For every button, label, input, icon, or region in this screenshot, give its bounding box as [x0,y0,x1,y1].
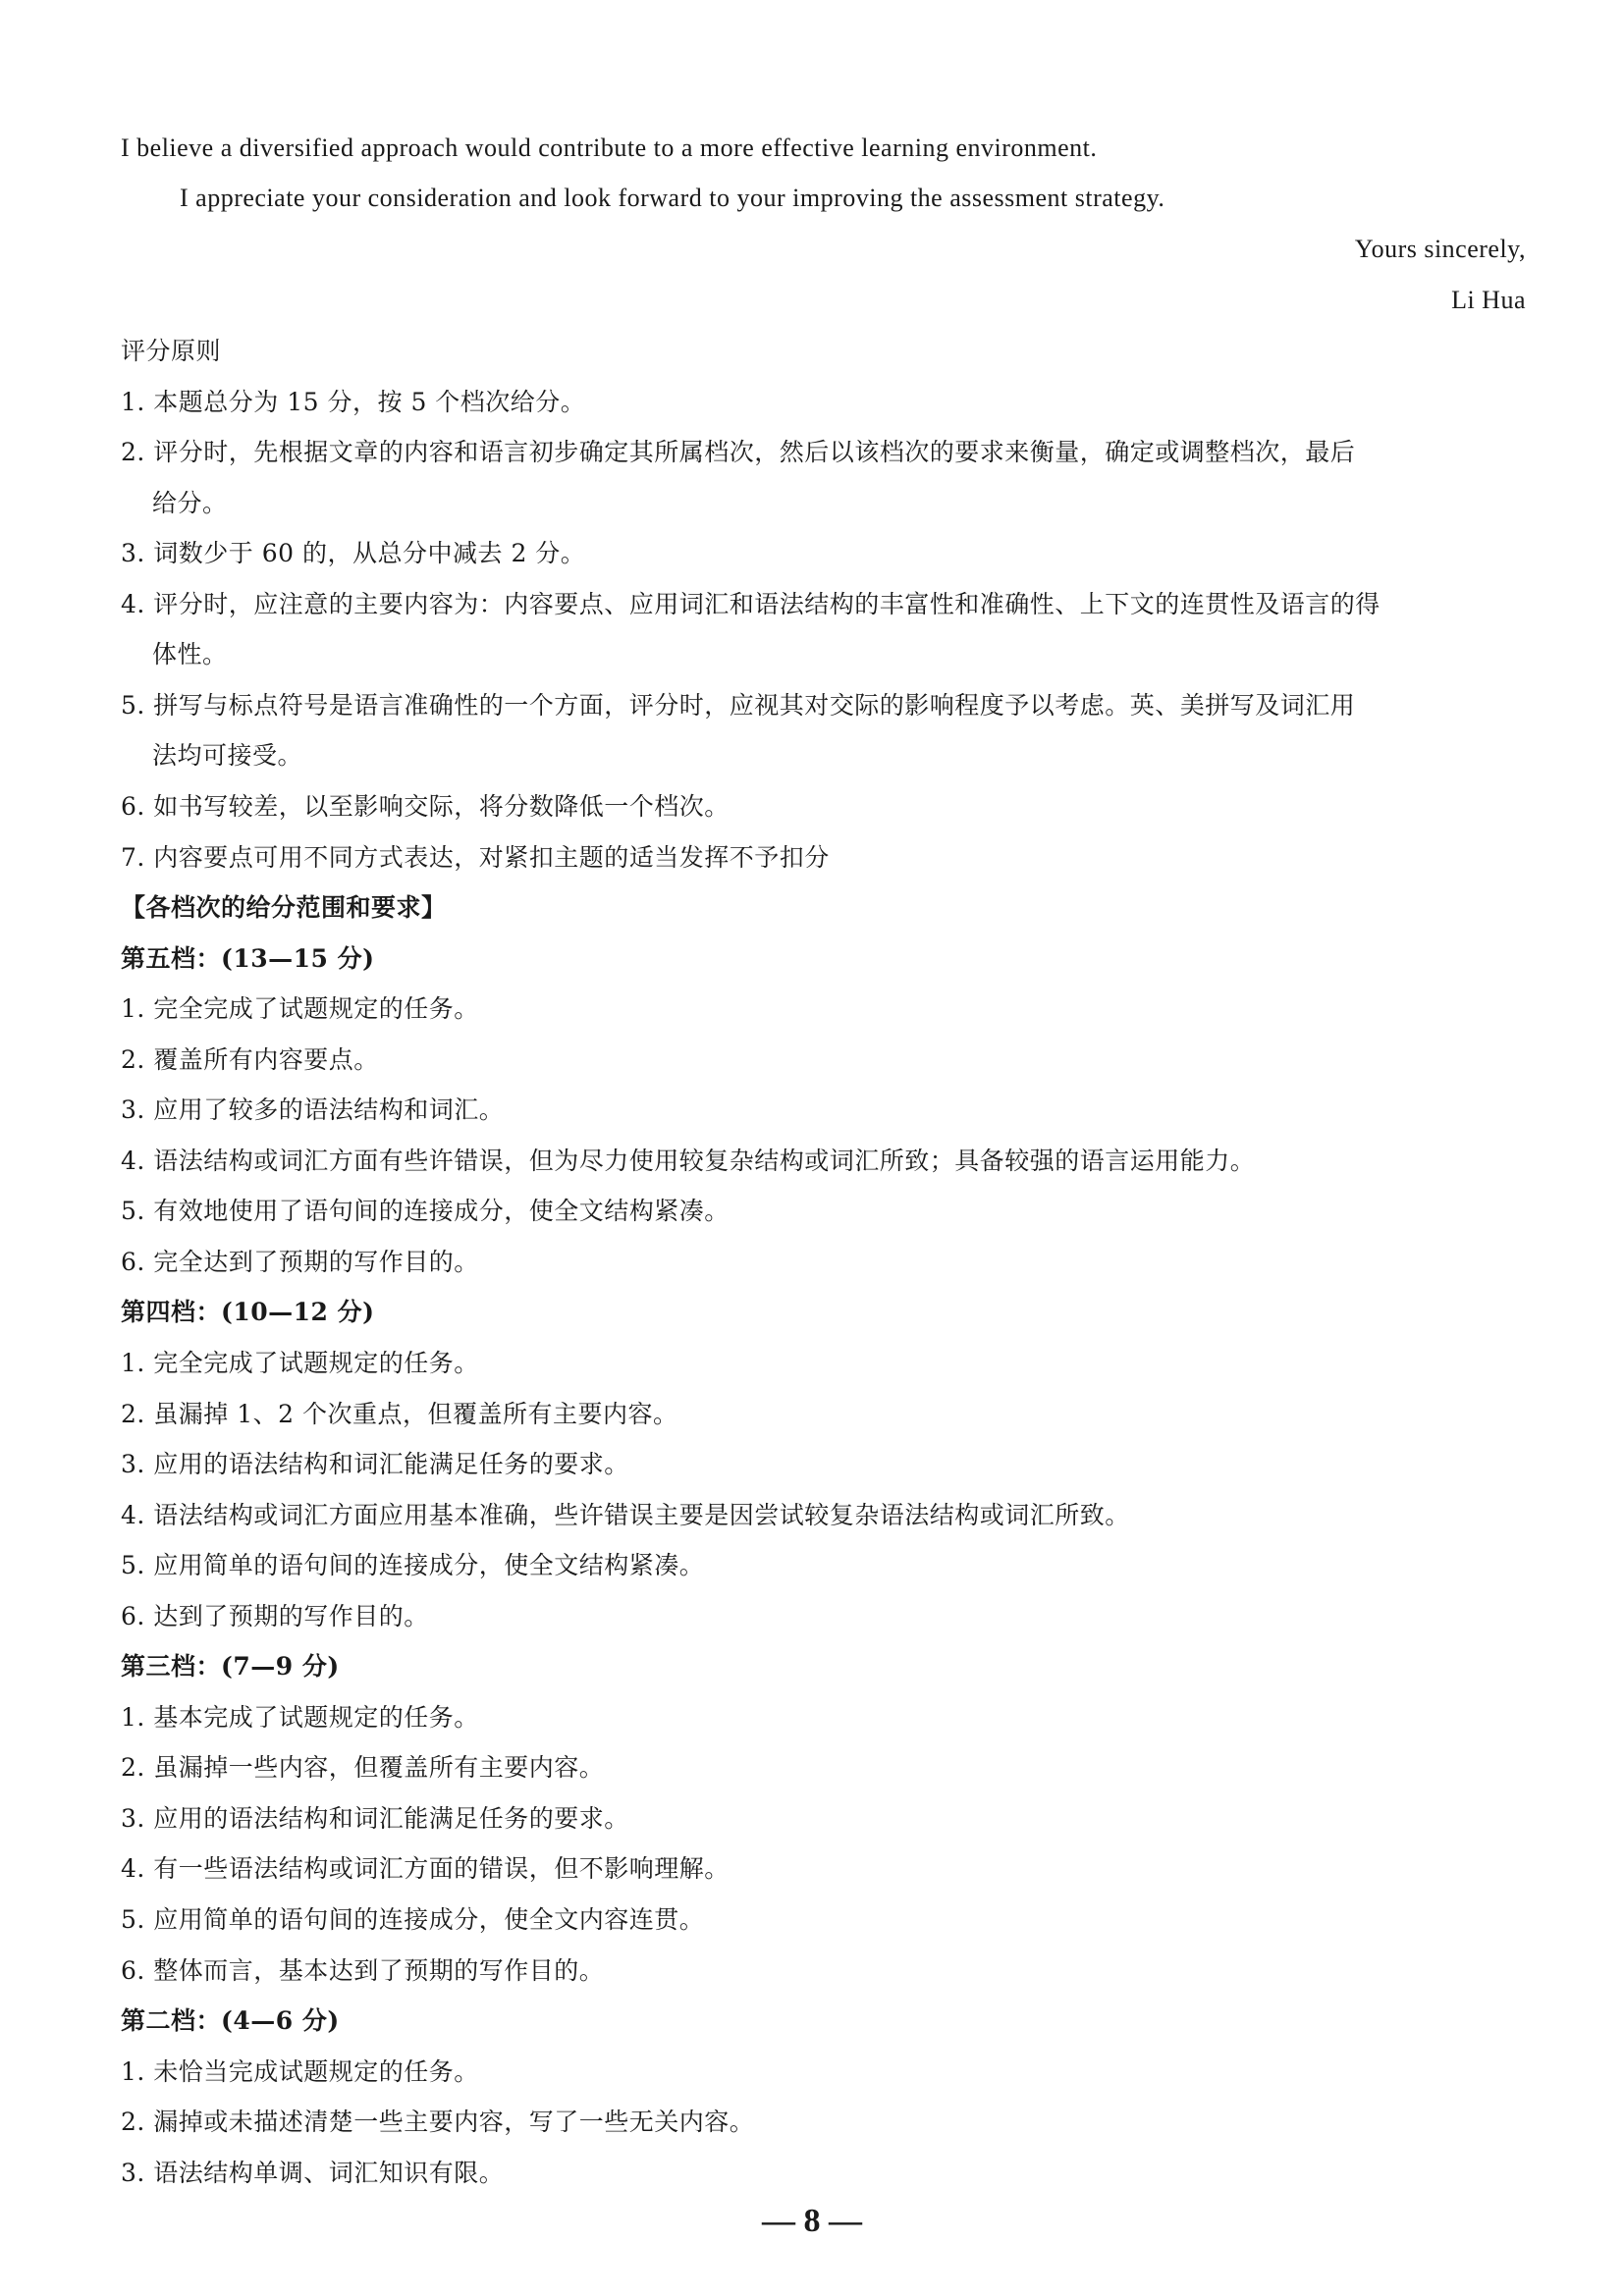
scoring-heading: 评分原则 [121,337,222,365]
scoring-rule-continuation: 给分。 [152,489,228,517]
band2-item: 2. 漏掉或未描述清楚一些主要内容，写了一些无关内容。 [121,2108,755,2136]
band4-item: 2. 虽漏掉 1、2 个次重点，但覆盖所有主要内容。 [121,1400,678,1428]
scoring-rule: 2. 评分时，先根据文章的内容和语言初步确定其所属档次，然后以该档次的要求来衡量，确定或调整档次，最后 [121,438,1356,466]
band5-item: 6. 完全达到了预期的写作目的。 [121,1248,479,1276]
band4-item: 6. 达到了预期的写作目的。 [121,1602,429,1630]
band4-item: 1. 完全完成了试题规定的任务。 [121,1349,479,1377]
letter-line-1: I believe a diversified approach would contribute to a more effective learning environment. [121,133,1098,162]
band3-item: 1. 基本完成了试题规定的任务。 [121,1703,479,1732]
band4-item: 5. 应用简单的语句间的连接成分，使全文结构紧凑。 [121,1551,705,1579]
band3-item: 3. 应用的语法结构和词汇能满足任务的要求。 [121,1804,629,1833]
page-number: — 8 — [762,2203,862,2239]
band4-item: 4. 语法结构或词汇方面应用基本准确，些许错误主要是因尝试较复杂语法结构或词汇所致。 [121,1501,1130,1529]
scoring-rule: 1. 本题总分为 15 分，按 5 个档次给分。 [121,388,586,416]
bands-heading: 【各档次的给分范围和要求】 [121,893,447,922]
band5-item: 1. 完全完成了试题规定的任务。 [121,994,479,1023]
band5-item: 4. 语法结构或词汇方面有些许错误，但为尽力使用较复杂结构或词汇所致；具备较强的语言运用能力。 [121,1147,1256,1175]
band4-item: 3. 应用的语法结构和词汇能满足任务的要求。 [121,1450,629,1478]
letter-closing: Yours sincerely, [1354,235,1526,263]
band3-item: 4. 有一些语法结构或词汇方面的错误，但不影响理解。 [121,1854,730,1883]
band2-item: 1. 未恰当完成试题规定的任务。 [121,2057,479,2086]
band5-title: 第五档：(13—15 分) [121,944,375,973]
band3-item: 5. 应用简单的语句间的连接成分，使全文内容连贯。 [121,1905,705,1934]
band2-title: 第二档：(4—6 分) [121,2006,340,2035]
band5-item: 2. 覆盖所有内容要点。 [121,1045,379,1074]
letter-line-2: I appreciate your consideration and look forward to your improving the assessment strategy. [180,184,1165,212]
band4-title: 第四档：(10—12 分) [121,1298,375,1326]
scoring-rule: 5. 拼写与标点符号是语言准确性的一个方面，评分时，应视其对交际的影响程度予以考虑。英、美拼写及词汇用 [121,691,1356,720]
band3-item: 2. 虽漏掉一些内容，但覆盖所有主要内容。 [121,1753,605,1782]
band5-item: 5. 有效地使用了语句间的连接成分，使全文结构紧凑。 [121,1197,730,1225]
scoring-rule: 3. 词数少于 60 的，从总分中减去 2 分。 [121,539,586,567]
scoring-rule: 6. 如书写较差，以至影响交际，将分数降低一个档次。 [121,792,730,821]
scoring-rule-continuation: 体性。 [152,640,228,668]
band5-item: 3. 应用了较多的语法结构和词汇。 [121,1095,505,1124]
band2-item: 3. 语法结构单调、词汇知识有限。 [121,2159,505,2187]
scoring-rule-continuation: 法均可接受。 [152,741,303,770]
band3-item: 6. 整体而言，基本达到了预期的写作目的。 [121,1956,605,1985]
scoring-rule: 7. 内容要点可用不同方式表达，对紧扣主题的适当发挥不予扣分 [121,843,830,872]
letter-signature: Li Hua [1451,286,1526,314]
band3-title: 第三档：(7—9 分) [121,1652,340,1681]
scoring-rule: 4. 评分时，应注意的主要内容为：内容要点、应用词汇和语法结构的丰富性和准确性、上下文的连贯性及语言的得 [121,590,1380,618]
